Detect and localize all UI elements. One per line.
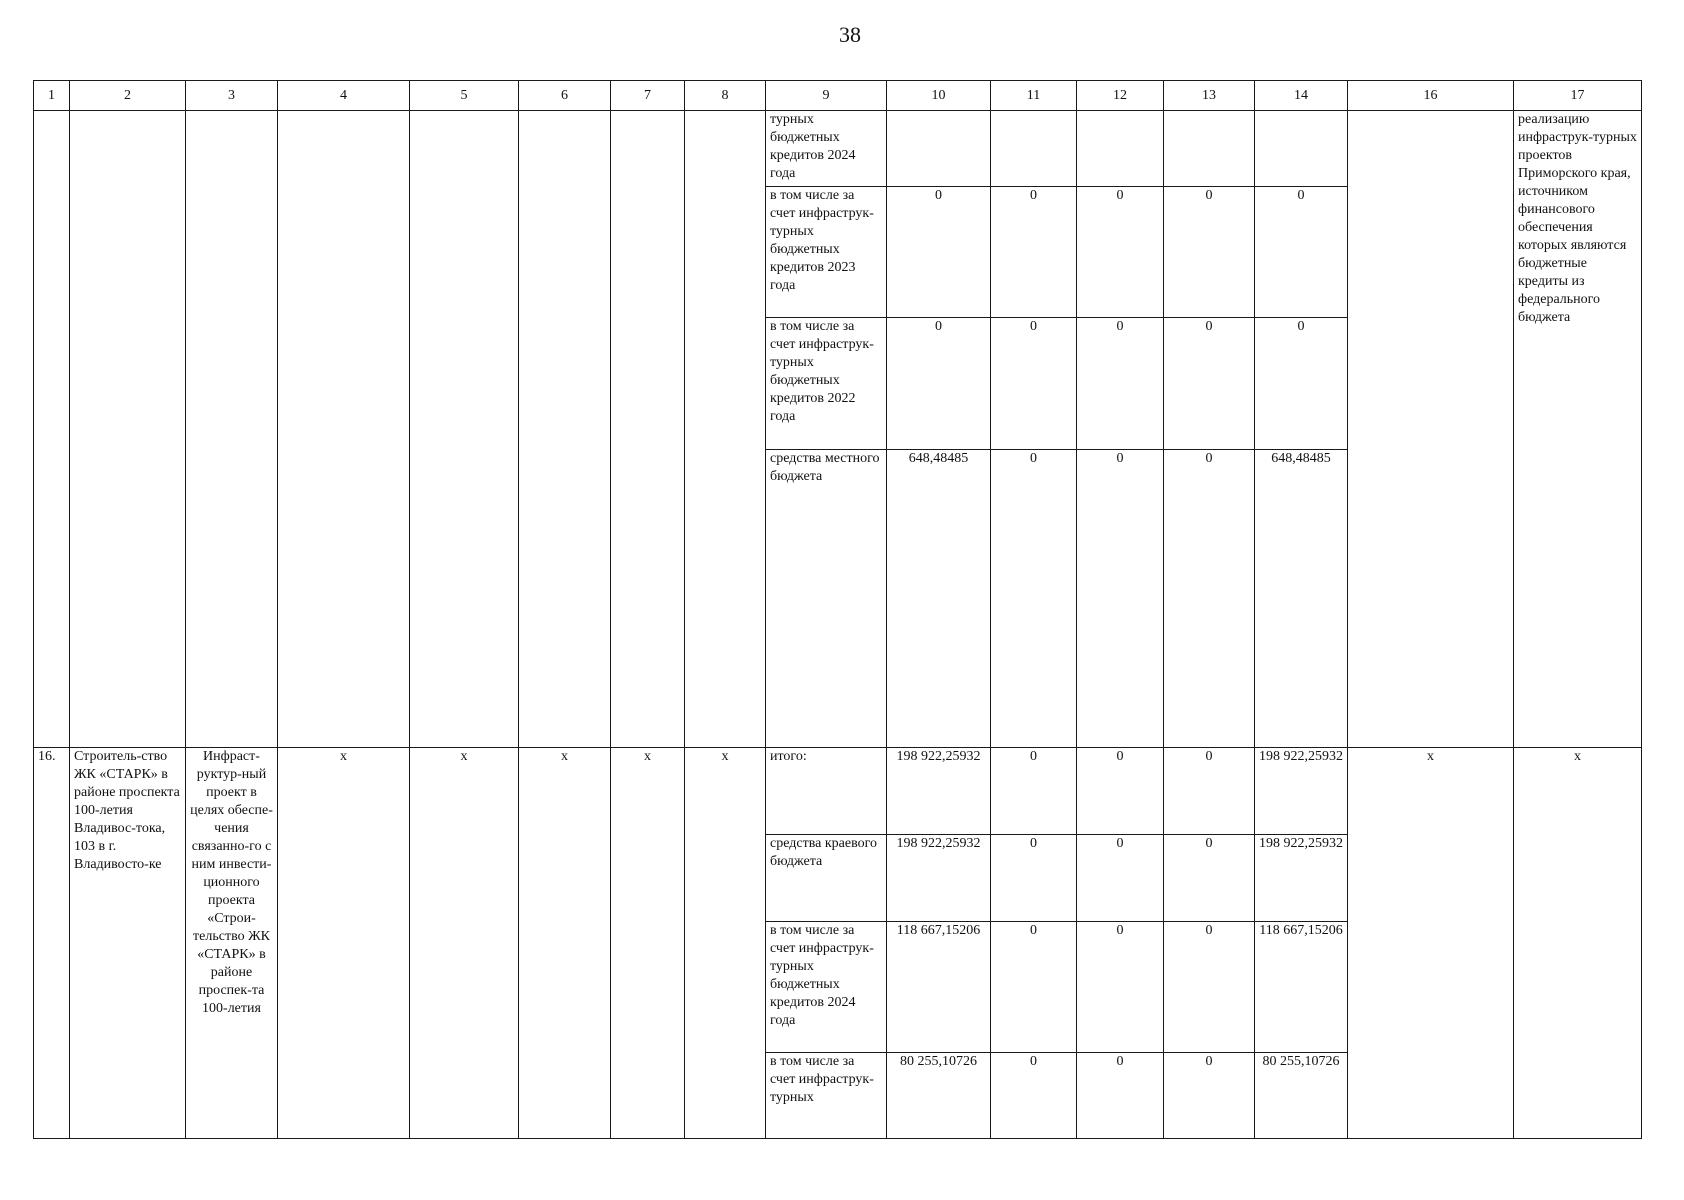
table-cell [611,111,685,748]
table-cell: x [1348,748,1514,1139]
value-cell: 0 [1164,187,1255,318]
column-header: 11 [991,81,1077,111]
row-description: итого: [766,748,887,835]
project-type: Инфраст-руктур-ный проект в целях обеспе-чения связанно-го с ним инвести-ционного проекта «Строи-тельство ЖК «СТАРК» в районе проспек-та 100-летия [186,748,278,1139]
table-cell: x [685,748,766,1139]
value-cell: 0 [1164,748,1255,835]
value-cell: 0 [1164,450,1255,748]
value-cell: 0 [991,835,1077,922]
row-description: в том числе за счет инфраструк-турных бюджетных кредитов 2022 года [766,318,887,450]
table-cell: x [519,748,611,1139]
value-cell: 80 255,10726 [1255,1053,1348,1139]
value-cell: 0 [1077,835,1164,922]
value-cell: 0 [991,1053,1077,1139]
column-header: 5 [410,81,519,111]
column-header: 3 [186,81,278,111]
column-header: 14 [1255,81,1348,111]
value-cell [1164,111,1255,187]
column-header: 1 [34,81,70,111]
budget-table [33,80,1642,1139]
purpose-note: реализацию инфраструк-турных проектов Приморского края, источником финансового обеспечения которых являются бюджетные кредиты из федерального бюджета [1514,111,1642,748]
value-cell: 0 [991,318,1077,450]
value-cell: 198 922,25932 [887,835,991,922]
project-number: 16. [34,748,70,1139]
value-cell: 0 [1255,187,1348,318]
table-row [34,111,1642,187]
value-cell: 0 [991,187,1077,318]
value-cell: 0 [1077,318,1164,450]
value-cell: 0 [887,187,991,318]
value-cell: 198 922,25932 [887,748,991,835]
column-header: 2 [70,81,186,111]
value-cell: 0 [1164,318,1255,450]
value-cell: 0 [1077,450,1164,748]
value-cell: 0 [991,450,1077,748]
value-cell: 648,48485 [1255,450,1348,748]
table-cell [186,111,278,748]
row-description: средства краевого бюджета [766,835,887,922]
value-cell [887,111,991,187]
table-cell [278,111,410,748]
column-header: 12 [1077,81,1164,111]
table-cell [1348,111,1514,748]
row-description: в том числе за счет инфраструк-турных бюджетных кредитов 2024 года [766,922,887,1053]
value-cell: 0 [887,318,991,450]
column-header: 10 [887,81,991,111]
table-cell: x [278,748,410,1139]
value-cell: 80 255,10726 [887,1053,991,1139]
value-cell: 0 [1077,922,1164,1053]
row-description: в том числе за счет инфраструк-турных бюджетных кредитов 2023 года [766,187,887,318]
value-cell [991,111,1077,187]
row-description: в том числе за счет инфраструк-турных [766,1053,887,1139]
value-cell: 0 [1164,922,1255,1053]
table-cell [34,111,70,748]
table-cell: x [410,748,519,1139]
column-header: 16 [1348,81,1514,111]
value-cell: 0 [991,922,1077,1053]
value-cell: 0 [1164,835,1255,922]
value-cell: 198 922,25932 [1255,748,1348,835]
column-header: 4 [278,81,410,111]
table-cell: x [611,748,685,1139]
page-number: 38 [839,22,861,47]
column-header: 7 [611,81,685,111]
column-header: 13 [1164,81,1255,111]
table-cell [519,111,611,748]
value-cell: 198 922,25932 [1255,835,1348,922]
table-row [34,748,1642,835]
value-cell: 118 667,15206 [1255,922,1348,1053]
column-number-row [34,81,1642,111]
value-cell [1255,111,1348,187]
column-header: 8 [685,81,766,111]
column-header: 6 [519,81,611,111]
table-cell: x [1514,748,1642,1139]
column-header: 9 [766,81,887,111]
value-cell: 0 [1077,1053,1164,1139]
table-cell [70,111,186,748]
value-cell: 0 [1077,187,1164,318]
value-cell: 0 [1255,318,1348,450]
value-cell: 0 [1164,1053,1255,1139]
project-name: Строитель-ство ЖК «СТАРК» в районе проспекта 100-летия Владивос-тока, 103 в г. Владивосто-ке [70,748,186,1139]
value-cell: 0 [991,748,1077,835]
column-header: 17 [1514,81,1642,111]
value-cell: 0 [1077,748,1164,835]
row-description: средства местного бюджета [766,450,887,748]
value-cell: 118 667,15206 [887,922,991,1053]
value-cell: 648,48485 [887,450,991,748]
table-cell [410,111,519,748]
value-cell [1077,111,1164,187]
table-cell [685,111,766,748]
row-description: турных бюджетных кредитов 2024 года [766,111,887,187]
